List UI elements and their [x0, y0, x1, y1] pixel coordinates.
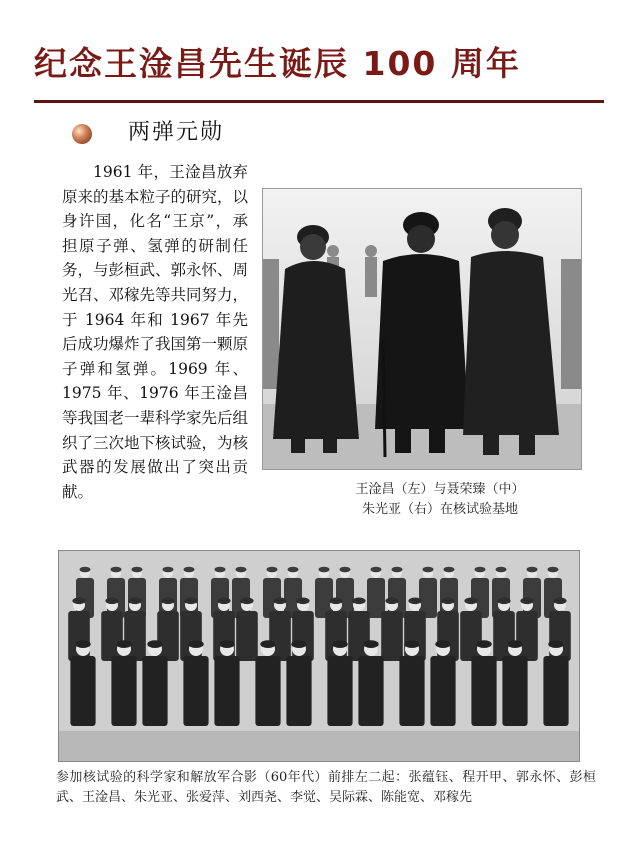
body-paragraph: 1961 年，王淦昌放弃原来的基本粒子的研究，以身许国，化名“王京”，承担原子弹、氢弹的研制任务，与彭桓武、郭永怀、周光召、邓稼先等共同努力，于 1964 年和 1967 年先后成功爆炸了我国第一颗原子弹和氢弹。1969 年、1975 年、1976 年王淦昌等我国老一辈科学家先后组织了三次地下核试验，为核武器的发展做出了突出贡献。 [62, 163, 249, 501]
page-title: 纪念王淦昌先生诞辰 100 周年 [34, 44, 521, 83]
title-divider [34, 100, 604, 103]
photo1-caption [290, 480, 590, 520]
photo1-caption-line2: 朱光亚（右）在核试验基地 [361, 502, 518, 517]
photo2-caption: 参加核试验的科学家和解放军合影（60年代）前排左二起：张蕴钰、程开甲、郭永怀、彭桓武、王淦昌、朱光亚、张爱萍、刘西尧、李觉、吴际霖、陈能宽、邓稼先 [56, 770, 596, 805]
bullet-icon [72, 124, 92, 144]
section-title: 两弹元勋 [128, 120, 225, 145]
photo-three-men-at-base [262, 188, 582, 470]
photo-group-portrait [58, 550, 580, 762]
photo1-caption-line1: 王淦昌（左）与聂荣臻（中） [355, 482, 525, 497]
